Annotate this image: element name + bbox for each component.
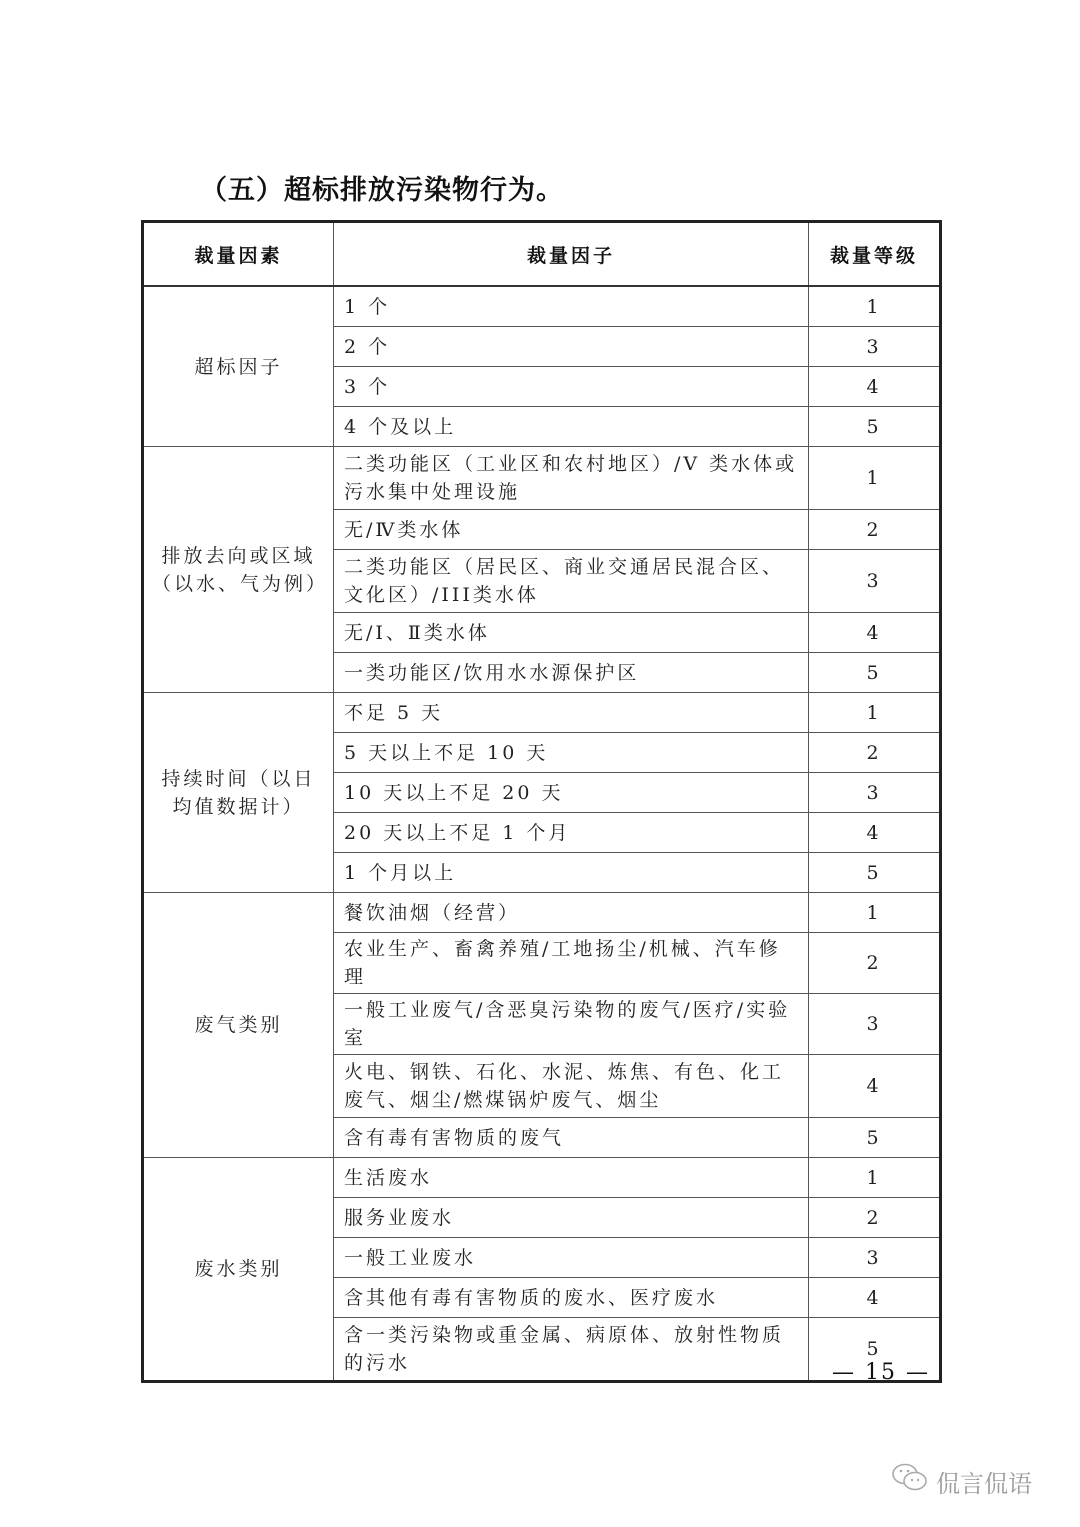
level-cell: 3 xyxy=(809,1238,941,1278)
item-cell: 20 天以上不足 1 个月 xyxy=(334,813,809,853)
header-level: 裁量等级 xyxy=(809,222,941,287)
item-cell: 无/Ⅳ类水体 xyxy=(334,510,809,550)
item-cell: 二类功能区（工业区和农村地区）/V 类水体或污水集中处理设施 xyxy=(334,447,809,510)
level-cell: 5 xyxy=(809,407,941,447)
item-cell: 餐饮油烟（经营） xyxy=(334,893,809,933)
item-cell: 无/I、Ⅱ类水体 xyxy=(334,613,809,653)
level-cell: 3 xyxy=(809,327,941,367)
item-cell: 服务业废水 xyxy=(334,1198,809,1238)
level-cell: 1 xyxy=(809,893,941,933)
item-cell: 含其他有毒有害物质的废水、医疗废水 xyxy=(334,1278,809,1318)
item-cell: 二类功能区（居民区、商业交通居民混合区、文化区）/III类水体 xyxy=(334,550,809,613)
level-cell: 2 xyxy=(809,1198,941,1238)
level-cell: 3 xyxy=(809,773,941,813)
item-cell: 1 个 xyxy=(334,286,809,327)
level-cell: 4 xyxy=(809,367,941,407)
table-row xyxy=(143,286,941,327)
page-number: — 15 — xyxy=(832,1360,930,1385)
factor-cell: 废水类别 xyxy=(143,1158,334,1382)
item-cell: 一类功能区/饮用水水源保护区 xyxy=(334,653,809,693)
table-header-row xyxy=(143,222,941,287)
section-heading: （五）超标排放污染物行为。 xyxy=(200,175,564,206)
factor-cell: 持续时间（以日均值数据计） xyxy=(143,693,334,893)
penalty-table xyxy=(141,220,942,1383)
level-cell: 2 xyxy=(809,733,941,773)
factor-cell: 超标因子 xyxy=(143,286,334,447)
watermark-text: 侃言侃语 xyxy=(936,1469,1032,1498)
level-cell: 5 xyxy=(809,1118,941,1158)
item-cell: 农业生产、畜禽养殖/工地扬尘/机械、汽车修理 xyxy=(334,933,809,994)
table-row xyxy=(143,693,941,733)
item-cell: 生活废水 xyxy=(334,1158,809,1198)
level-cell: 4 xyxy=(809,1055,941,1118)
level-cell: 1 xyxy=(809,693,941,733)
item-cell: 含有毒有害物质的废气 xyxy=(334,1118,809,1158)
item-cell: 10 天以上不足 20 天 xyxy=(334,773,809,813)
item-cell: 5 天以上不足 10 天 xyxy=(334,733,809,773)
wechat-icon xyxy=(890,1462,930,1500)
level-cell: 1 xyxy=(809,286,941,327)
level-cell: 4 xyxy=(809,813,941,853)
level-cell: 1 xyxy=(809,447,941,510)
table-row xyxy=(143,1158,941,1198)
level-cell: 1 xyxy=(809,1158,941,1198)
table-row xyxy=(143,447,941,510)
level-cell: 4 xyxy=(809,613,941,653)
header-item: 裁量因子 xyxy=(334,222,809,287)
level-cell: 5 xyxy=(809,653,941,693)
level-cell: 4 xyxy=(809,1278,941,1318)
header-factor: 裁量因素 xyxy=(143,222,334,287)
item-cell: 1 个月以上 xyxy=(334,853,809,893)
factor-cell: 废气类别 xyxy=(143,893,334,1158)
item-cell: 火电、钢铁、石化、水泥、炼焦、有色、化工废气、烟尘/燃煤锅炉废气、烟尘 xyxy=(334,1055,809,1118)
item-cell: 4 个及以上 xyxy=(334,407,809,447)
table-row xyxy=(143,893,941,933)
item-cell: 含一类污染物或重金属、病原体、放射性物质的污水 xyxy=(334,1318,809,1382)
level-cell: 5 xyxy=(809,853,941,893)
level-cell: 2 xyxy=(809,933,941,994)
item-cell: 不足 5 天 xyxy=(334,693,809,733)
item-cell: 2 个 xyxy=(334,327,809,367)
level-cell: 2 xyxy=(809,510,941,550)
level-cell: 3 xyxy=(809,550,941,613)
factor-cell: 排放去向或区域（以水、气为例） xyxy=(143,447,334,693)
item-cell: 一般工业废气/含恶臭污染物的废气/医疗/实验室 xyxy=(334,994,809,1055)
item-cell: 3 个 xyxy=(334,367,809,407)
level-cell: 3 xyxy=(809,994,941,1055)
item-cell: 一般工业废水 xyxy=(334,1238,809,1278)
level-cell: 5 xyxy=(809,1318,941,1382)
watermark xyxy=(890,1462,1032,1500)
